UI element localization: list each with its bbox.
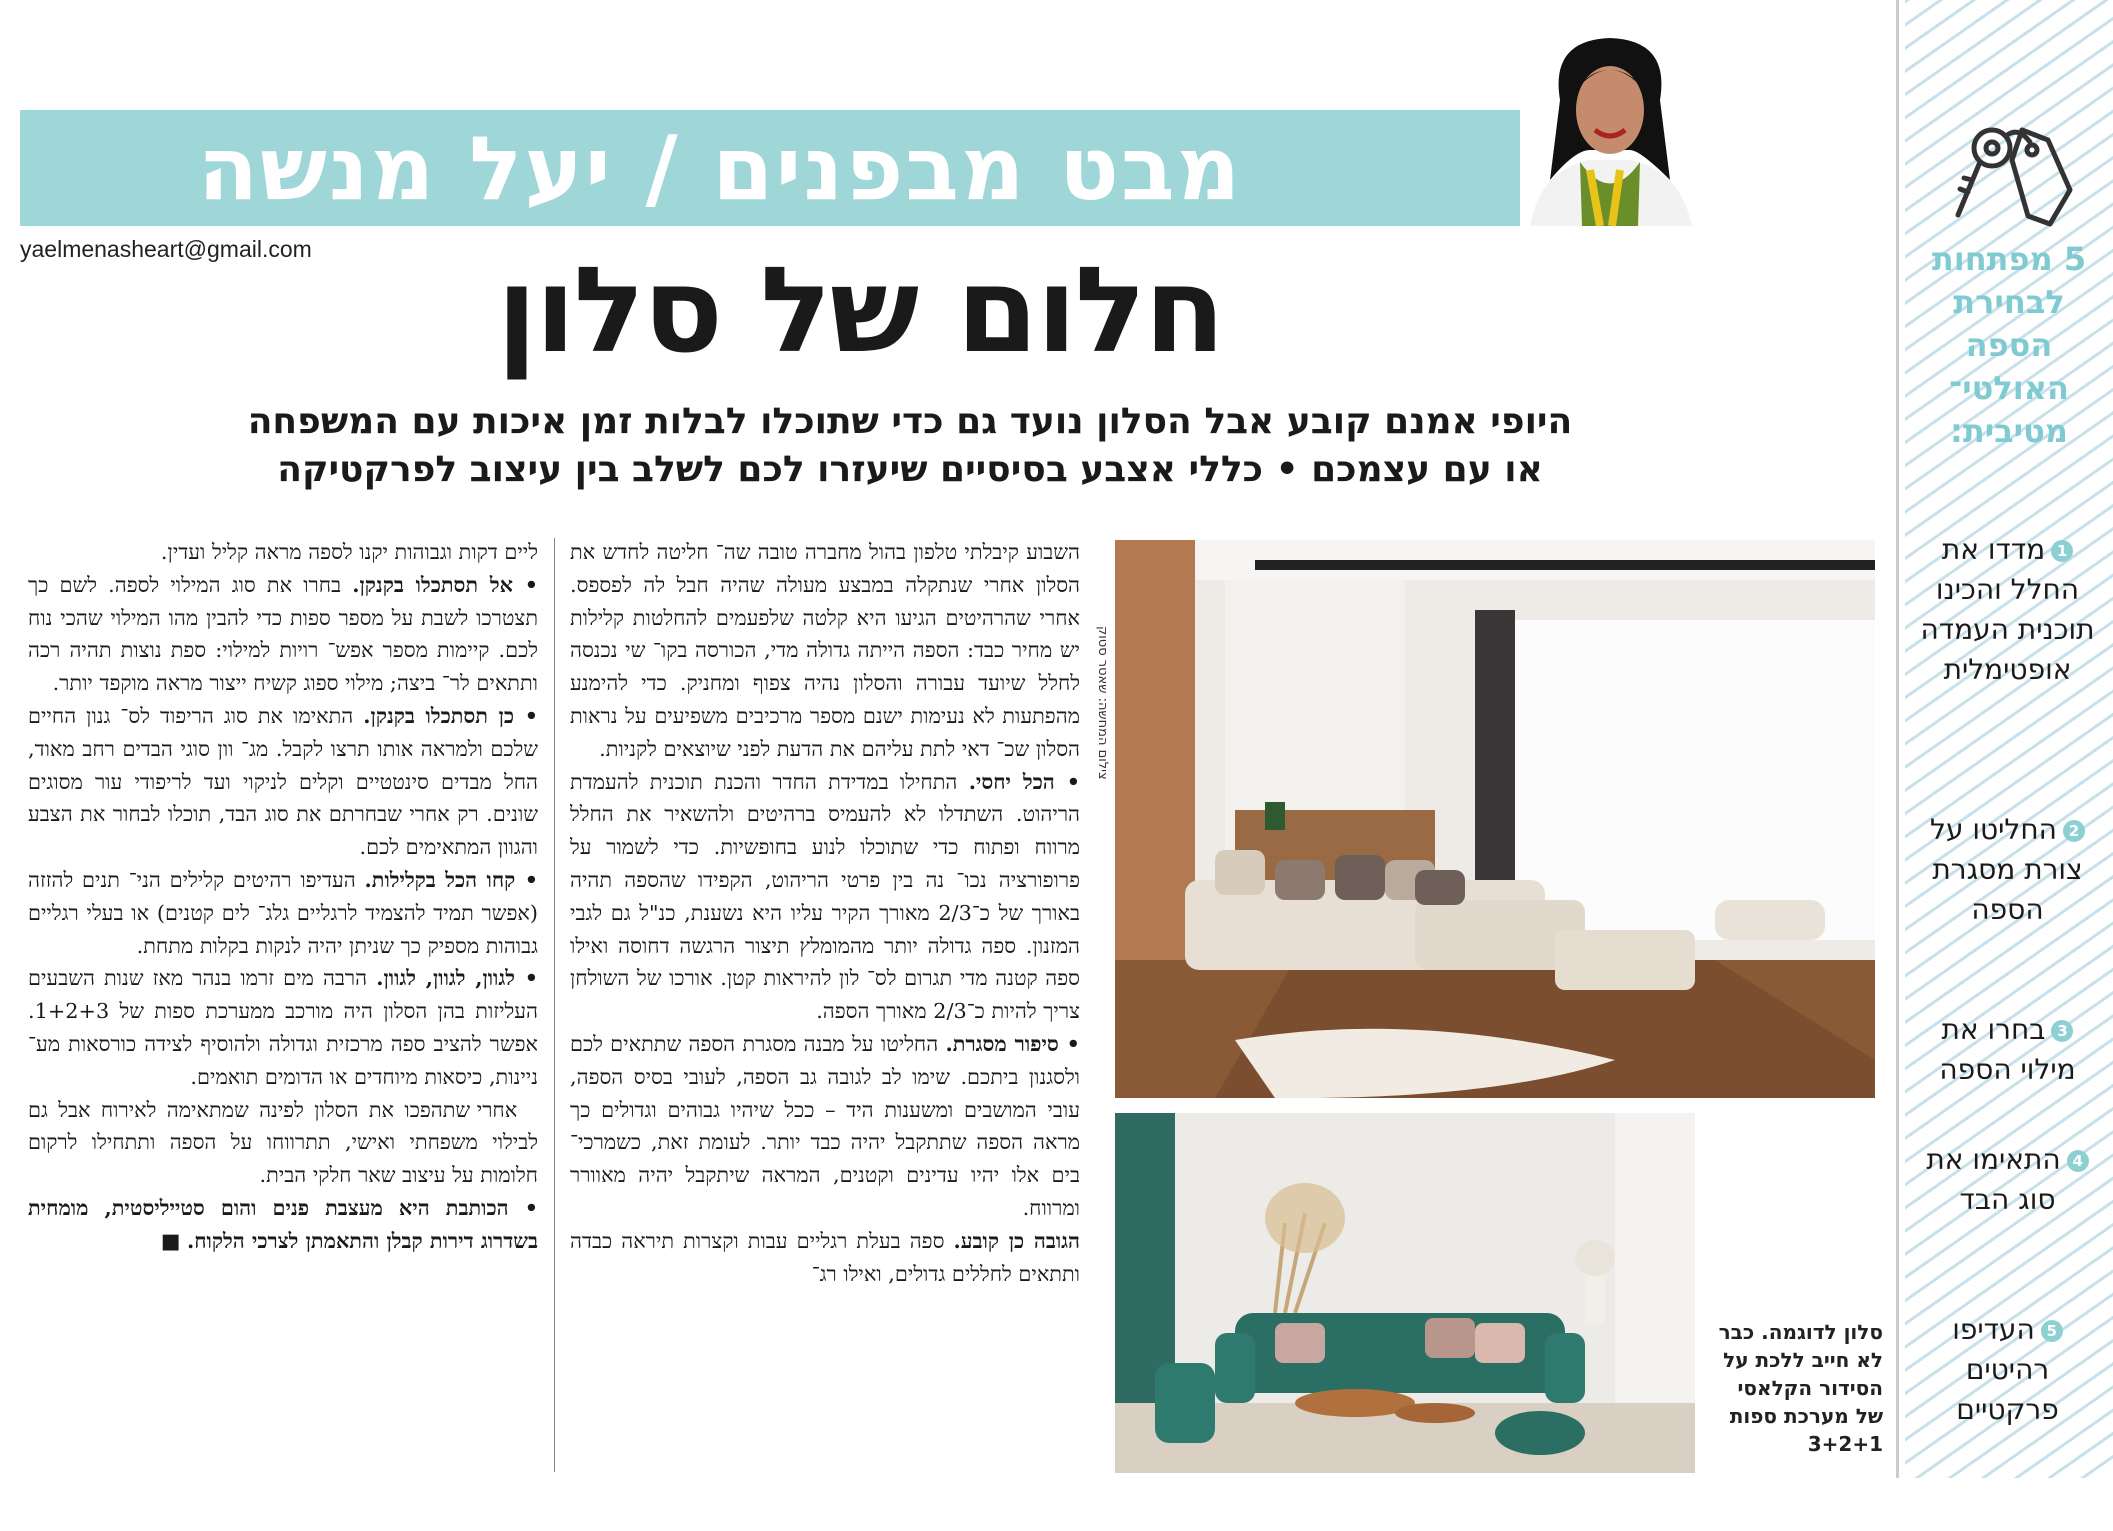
tip-item [1915, 810, 2100, 930]
paragraph: • סיפור מסגרת. החליטו על מבנה מסגרת הספה שתתאים לכם ולסגנון ביתכם. שימו לב לגובה גב הספה, לעובי בסיס הספה, עובי המושבים ומשענות היד – ככל שיהיו גבוהים וגדולים כך מראה הספה שתתקבל יהיה כבד יותר. לעומת זאת, כשמרכי־ בים אלו יהיו עדינים וקטנים, המראה שיתקבל יהיה מאוורר ומרווח. [570, 1030, 1080, 1220]
author-portrait [1520, 30, 1698, 226]
tip-text: החליטו על צורת מסגרת הספה [1930, 813, 2083, 926]
paragraph: • כן תסתכלו בקנקן. התאימו את סוג הריפוד לס־ גנון החיים שלכם ולמראה אותו תרצו לקבל. מג־ וון סוגי הבדים רחב מאוד, החל מבדים סינטטיים וקלים לניקוי ועד לריפודי עור מסוגים שונים. רק אחרי שבחרתם את סוג הבד, תוכלו לבחור את הצבע והגוון המתאימים לכם. [28, 702, 538, 860]
teal-sofa-photo [1115, 1113, 1695, 1473]
paragraph: • הכל יחסי. התחילו במדידת החדר והכנת תוכנית להעמדת הריהוט. השתדלו לא להעמיס ברהיטים ולהשאיר את החלל מרווח ופתוח כדי שתוכלו לנוע בחופשיות. כדי לשמור על פרופורציה נכו־ נה בין פרטי הריהוט, הקפידו שהספה תהיה באורך של כ־2/3 מאורך הקיר עליו היא נשענת, כנ"ל גם לגבי המזנון. ספה גדולה יותר מהמומלץ תיצור הרגשה דחוסה ואילו ספה קטנה מדי תגרום לס־ לון להיראות קטן. אורכו של השולחן צריך להיות כ־2/3 מאורך הספה. [570, 768, 1080, 1024]
subheadline-line-1: היופי אמנם קובע אבל הסלון נועד גם כדי שתוכלו לבלות זמן איכות עם המשפחה [247, 401, 1573, 442]
paragraph: השבוע קיבלתי טלפון בהול מחברה טובה שה־ חליטה לחדש את הסלון אחרי שנתקלה במבצע מעולה שהיה חבל לה לפספס. אחרי שהרהיטים הגיעו היא קלטה שלפעמים להחלטות קלילות יש מחיר כבד: הספה הייתה גדולה מדי, הכורסה בקו־ שי נכנסה לחלל שיועד עבורה והסלון נהיה צפוף ומחניק. כדי להימנע מהפתעות לא נעימות ישנם מספר מרכיבים משפיעים על נראות הסלון שכ־ דאי לתת עליהם את הדעת לפני שיוצאים לקניות. [570, 540, 1080, 761]
paragraph: ליים דקות וגבוהות יקנו לספה מראה קליל ועדין. [160, 540, 538, 564]
tip-text: מדדו את החלל והכינו תוכנית העמדה אופטימלית [1920, 533, 2095, 686]
tip-number-badge: 3 [2051, 1020, 2073, 1042]
paragraph: • הכותבת היא מעצבת פנים והום סטייליסטית, מומחית בשדרוג דירות קבלן והתאמתן לצרכי הלקוח. ■ [28, 1194, 538, 1253]
photo-credit: צילום המחשה: שאטר סטוק [1095, 626, 1110, 780]
paragraph: • אל תסתכלו בקנקן. בחרו את סוג המילוי לספה. לשם כך תצטרכו לשבת על מספר ספות כדי להבין מהו המילוי שהכי נוח לכם. קיימות מספר אפש־ רויות למילוי: ספת נוצות תהיה רכה ותתאים לר־ ביצה; מילוי ספוג קשיח ייצור מראה מוקפד יותר. [28, 571, 538, 696]
headline: חלום של סלון [496, 241, 1224, 379]
author-email[interactable]: yaelmenasheart@gmail.com [20, 236, 312, 262]
paragraph: הגובה כן קובע. ספה בעלת רגליים עבות וקצרות תיראה כבדה ותתאים לחללים גדולים, ואילו רג־ [570, 1227, 1080, 1286]
tip-item [1915, 1140, 2100, 1220]
paragraph: • לגוון, לגוון, לגוון. הרבה מים זרמו בנהר מאז שנות השבעים העליזות בהן הסלון היה מורכב ממערכת ספות של 1+2+3. אפשר להציב ספה מרכזית וגדולה ולהוסיף לצידה כורסאות מע־ ניינות, כיסאות מיוחדים או הדומים תואמים. [28, 965, 538, 1089]
article-column-right [570, 536, 1080, 1482]
tip-item [1915, 1310, 2100, 1430]
subheadline [160, 398, 1660, 494]
living-room-photo [1115, 540, 1875, 1098]
column-divider [554, 538, 555, 1472]
tip-number-badge: 2 [2063, 820, 2085, 842]
article-column-left [28, 536, 538, 1482]
tip-number-badge: 5 [2041, 1320, 2063, 1342]
sidebar-divider [1896, 0, 1899, 1478]
tip-text: בחרו את מילוי הספה [1939, 1013, 2076, 1086]
paragraph: • קחו הכל בקלילות. העדיפו רהיטים קלילים הני־ תנים להזזה (אפשר תמיד להצמיד לרגליים גלג־ לים קטנים) או בעלי רגליים גבוהות מספיק כך שניתן יהיה לנקות בקלות מתחת. [28, 866, 538, 958]
tip-item [1915, 1010, 2100, 1090]
tip-text: התאימו את סוג הבד [1926, 1143, 2061, 1216]
tip-text: העדיפו רהיטים פרקטיים [1952, 1313, 2059, 1426]
paragraph: אחרי שתהפכו את הסלון לפינה שמתאימה לאירוח אבל גם לבילוי משפחתי ואישי, תתרווחו על הספה ותתחילו לרקום חלומות על עיצוב שאר חלקי הבית. [28, 1097, 538, 1188]
keys-icon [1950, 120, 2080, 230]
photo-caption: סלון לדוגמה. כבר לא חייב ללכת על הסידור הקלאסי של מערכת ספות 3+2+1 [1718, 1320, 1883, 1456]
column-title: מבט מבפנים / יעל מנשה [197, 116, 1243, 220]
tip-number-badge: 1 [2051, 540, 2073, 562]
sidebar-title: 5 מפתחות לבחירת הספה האולטי־ מטיבית: [1931, 240, 2087, 450]
tip-item [1915, 530, 2100, 690]
tip-number-badge: 4 [2067, 1150, 2089, 1172]
subheadline-line-2: או עם עצמכם • כללי אצבע בסיסיים שיעזרו לכם לשלב בין עיצוב לפרקטיקה [277, 449, 1543, 490]
